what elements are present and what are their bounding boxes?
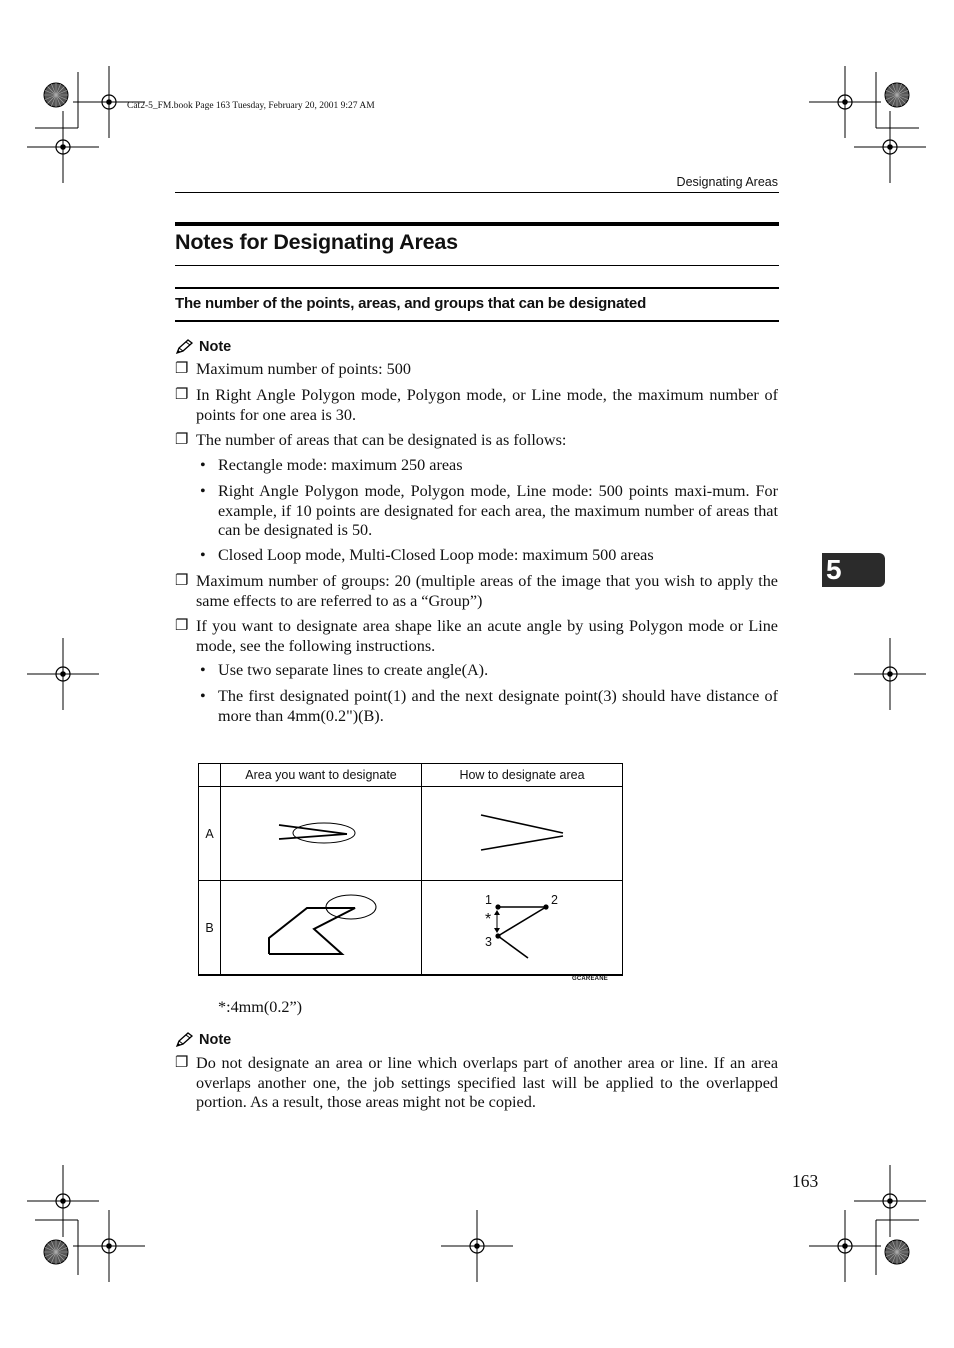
checkbox-icon: ❐ — [175, 618, 189, 634]
note-item — [175, 360, 778, 380]
note-item — [175, 431, 778, 451]
figure-header-row — [199, 764, 623, 787]
bullet-item — [196, 687, 778, 726]
note-item-text: In Right Angle Polygon mode, Polygon mode, or Line mode, the maximum number of points for one area is 30. — [196, 386, 778, 424]
figure-method-cell — [422, 881, 623, 976]
checkbox-icon: ❐ — [175, 573, 189, 589]
bullet-text: Rectangle mode: maximum 250 areas — [218, 456, 463, 474]
note-label: Note — [199, 339, 232, 355]
chapter-tab: 5 — [822, 553, 885, 587]
section-title: Notes for Designating Areas — [175, 230, 458, 254]
checkbox-icon: ❐ — [175, 432, 189, 448]
note-item — [175, 572, 778, 611]
bullet-text: The first designated point(1) and the next designate point(3) should have distance of more than 4mm(0.2")(B). — [218, 687, 778, 725]
figure-row-b — [199, 881, 623, 976]
figure-row-label: A — [199, 787, 221, 881]
figure-header-cell: How to designate area — [422, 764, 623, 787]
section-top-rule — [175, 222, 779, 226]
subsection-title: The number of the points, areas, and groups that can be designated — [175, 295, 647, 312]
section-bottom-rule — [175, 265, 779, 266]
point-sequence-drawing — [422, 881, 622, 974]
figure-credit: GCAREANE — [572, 976, 608, 982]
note-item-text: Maximum number of points: 500 — [196, 360, 411, 378]
polygon-area-drawing — [221, 881, 421, 974]
point-label-3: 3 — [485, 935, 492, 949]
bullet-item — [196, 482, 778, 541]
figure-header-cell: Area you want to designate — [221, 764, 422, 787]
figure-header-cell — [199, 764, 221, 787]
pencil-icon — [175, 339, 195, 355]
checkbox-icon: ❐ — [175, 387, 189, 403]
checkbox-icon: ❐ — [175, 361, 189, 377]
note-label: Note — [199, 1032, 232, 1048]
note-heading — [175, 1032, 231, 1048]
acute-angle-area-drawing — [221, 787, 421, 880]
figure-footnote: *:4mm(0.2”) — [218, 998, 303, 1016]
header-rule — [175, 192, 779, 193]
bullet-item — [196, 456, 778, 476]
figure-area-cell — [221, 787, 422, 881]
bullet-icon: • — [200, 546, 206, 564]
note-item-text: Do not designate an area or line which overlaps part of another area or line. If an area overlaps another one, the job settings specified last will be applied to the overlapped portion. As a result, those areas might not be copied. — [196, 1054, 778, 1112]
checkbox-icon: ❐ — [175, 1055, 189, 1071]
figure-row-a — [199, 787, 623, 881]
note-item — [175, 1054, 778, 1113]
note-item — [175, 386, 778, 425]
note-item-text: The number of areas that can be designated is as follows: — [196, 431, 567, 449]
bullet-icon: • — [200, 687, 206, 705]
bullet-text: Right Angle Polygon mode, Polygon mode, Line mode: 500 points maxi-mum. For example, if 10 points are designated for each area, the maximum number of areas that can be designated is 50. — [218, 482, 778, 540]
note-item-text: If you want to designate area shape like an acute angle by using Polygon mode or Line mode, see the following instructions. — [196, 617, 778, 655]
bullet-icon: • — [200, 456, 206, 474]
note-heading — [175, 339, 231, 355]
point-label-2: 2 — [551, 893, 558, 907]
two-separate-lines-drawing — [422, 787, 622, 880]
figure-method-cell — [422, 787, 623, 881]
bullet-item — [196, 546, 778, 566]
pencil-icon — [175, 1032, 195, 1048]
subsection-top-rule — [175, 287, 779, 289]
page-number: 163 — [792, 1171, 819, 1191]
running-head: Designating Areas — [676, 175, 778, 189]
note-item-text: Maximum number of groups: 20 (multiple areas of the image that you wish to apply the same effects to are referred to as a “Group”) — [196, 572, 778, 610]
point-label-1: 1 — [485, 893, 492, 907]
bullet-text: Closed Loop mode, Multi-Closed Loop mode: maximum 500 areas — [218, 546, 654, 564]
designation-figure-table — [198, 763, 623, 976]
figure-area-cell — [221, 881, 422, 976]
note-item — [175, 617, 778, 656]
bullet-icon: • — [200, 661, 206, 679]
distance-marker: * — [485, 911, 492, 928]
bullet-icon: • — [200, 482, 206, 500]
subsection-bottom-rule — [175, 320, 779, 322]
bullet-text: Use two separate lines to create angle(A). — [218, 661, 489, 679]
figure-row-label: B — [199, 881, 221, 976]
bullet-item — [196, 661, 778, 681]
print-file-info: Cat2-5_FM.book Page 163 Tuesday, February 20, 2001 9:27 AM — [127, 101, 375, 111]
